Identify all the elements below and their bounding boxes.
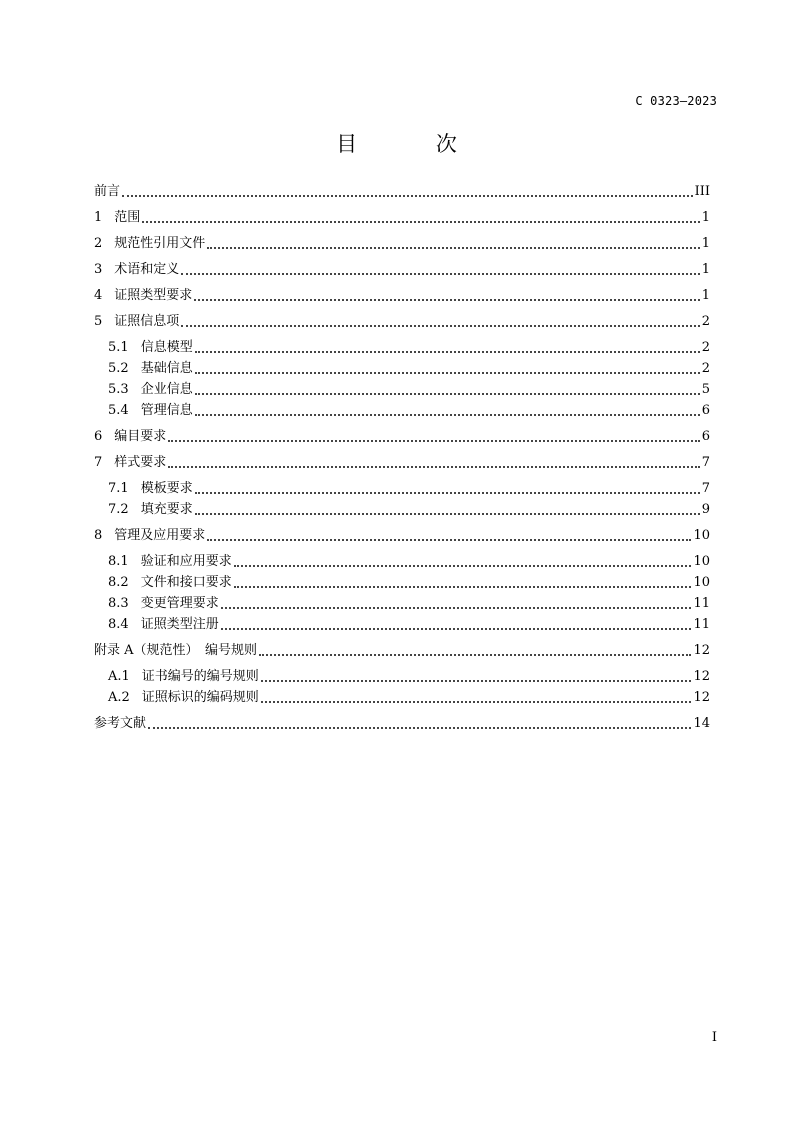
toc-entry-page: 1 xyxy=(701,262,710,277)
toc-entry-page: 12 xyxy=(693,690,710,705)
toc-dot-leader xyxy=(195,371,700,374)
toc-entry[interactable] xyxy=(108,550,710,570)
toc-dot-leader xyxy=(195,413,700,416)
toc-entry[interactable] xyxy=(108,336,710,356)
toc-entry-page: 14 xyxy=(693,716,710,731)
toc-entry-page: 12 xyxy=(693,669,710,684)
toc-entry-number: A.1 xyxy=(108,669,130,684)
toc-entry-label: 模板要求 xyxy=(140,481,193,496)
toc-entry-number: 5.4 xyxy=(108,403,129,418)
toc-entry-number: 8.4 xyxy=(108,617,129,632)
toc-dot-leader xyxy=(221,606,692,609)
toc-entry-number: 7.1 xyxy=(108,481,129,496)
toc-entry-page: 10 xyxy=(693,528,710,543)
toc-dot-leader xyxy=(207,538,691,541)
toc-entry-label: 变更管理要求 xyxy=(140,596,219,611)
toc-entry-number: 5.1 xyxy=(108,340,129,355)
toc-dot-leader xyxy=(195,491,700,494)
toc-dot-leader xyxy=(181,324,699,327)
toc-title: 目 次 xyxy=(336,132,493,156)
toc-entry[interactable] xyxy=(108,399,710,419)
toc-entry-label: 企业信息 xyxy=(140,382,193,397)
toc-dot-leader xyxy=(142,220,699,223)
toc-entry-number: 8.2 xyxy=(108,575,129,590)
toc-dot-leader xyxy=(234,564,692,567)
page-number: I xyxy=(711,1030,717,1045)
toc-entry-page: 7 xyxy=(701,481,710,496)
toc-entry-number: 7.2 xyxy=(108,502,129,517)
toc-entry-label: 编目要求 xyxy=(114,429,167,444)
toc-entry-label: 证书编号的编号规则 xyxy=(141,669,259,684)
toc-entry-label: 参考文献 xyxy=(94,716,147,731)
toc-entry-label: 基础信息 xyxy=(140,361,193,376)
toc-entry-label: 验证和应用要求 xyxy=(140,554,232,569)
toc-entry-number: A.2 xyxy=(108,690,130,705)
toc-entry[interactable] xyxy=(94,451,710,471)
toc-entry[interactable] xyxy=(108,378,710,398)
toc-entry-label: 前言 xyxy=(94,184,121,199)
toc-entry[interactable] xyxy=(94,232,710,252)
toc-entry-number: 5.2 xyxy=(108,361,129,376)
toc-entry[interactable] xyxy=(94,180,710,200)
toc-entry[interactable] xyxy=(108,498,710,518)
toc-entry[interactable] xyxy=(94,284,710,304)
toc-entry-number: 1 xyxy=(94,210,103,225)
toc-dot-leader xyxy=(148,726,691,729)
toc-entry-page: 1 xyxy=(701,288,710,303)
toc-dot-leader xyxy=(195,392,700,395)
toc-entry-label: 样式要求 xyxy=(114,455,167,470)
toc-entry-label: 文件和接口要求 xyxy=(140,575,232,590)
document-code: C 0323—2023 xyxy=(635,94,717,108)
toc-entry[interactable] xyxy=(94,258,710,278)
toc-dot-leader xyxy=(259,653,691,656)
toc-entry-label: 填充要求 xyxy=(140,502,193,517)
toc-entry[interactable] xyxy=(108,477,710,497)
toc-entry[interactable] xyxy=(108,686,710,706)
toc-dot-leader xyxy=(195,512,700,515)
toc-dot-leader xyxy=(261,700,692,703)
toc-entry-label: 范围 xyxy=(114,210,141,225)
toc-dot-leader xyxy=(181,272,699,275)
toc-entry[interactable] xyxy=(94,310,710,330)
toc-dot-leader xyxy=(168,465,699,468)
toc-entry-page: 10 xyxy=(693,575,710,590)
toc-entry-page: 2 xyxy=(701,314,710,329)
toc-entry[interactable] xyxy=(94,524,710,544)
toc-entry-label: 附录 A（规范性） 编号规则 xyxy=(94,643,258,658)
toc-entry-page: 5 xyxy=(701,382,710,397)
toc-entry-number: 8.1 xyxy=(108,554,129,569)
toc-dot-leader xyxy=(168,439,699,442)
toc-entry-label: 证照类型要求 xyxy=(114,288,193,303)
toc-entry[interactable] xyxy=(94,425,710,445)
toc-dot-leader xyxy=(221,627,692,630)
toc-entry[interactable] xyxy=(108,665,710,685)
toc-entry[interactable] xyxy=(94,712,710,732)
toc-dot-leader xyxy=(207,246,699,249)
toc-entry-page: 11 xyxy=(693,617,710,632)
toc-entry-page: 10 xyxy=(693,554,710,569)
toc-entry-page: 7 xyxy=(701,455,710,470)
toc-entry-label: 证照标识的编码规则 xyxy=(141,690,259,705)
toc-entry-number: 2 xyxy=(94,236,103,251)
toc-entry[interactable] xyxy=(108,592,710,612)
toc-entry[interactable] xyxy=(94,206,710,226)
toc-entry-page: 2 xyxy=(701,361,710,376)
toc-entry-label: 管理信息 xyxy=(140,403,193,418)
toc-dot-leader xyxy=(261,679,692,682)
toc-entry-page: 12 xyxy=(693,643,710,658)
toc-entry-number: 6 xyxy=(94,429,103,444)
toc-entry-label: 信息模型 xyxy=(140,340,193,355)
toc-entry[interactable] xyxy=(108,571,710,591)
toc-entry-label: 证照信息项 xyxy=(114,314,180,329)
toc-entry-page: 11 xyxy=(693,596,710,611)
toc-entry-label: 术语和定义 xyxy=(114,262,180,277)
toc-entry-label: 管理及应用要求 xyxy=(114,528,206,543)
toc-entry-number: 3 xyxy=(94,262,103,277)
toc-entry[interactable] xyxy=(108,357,710,377)
toc-dot-leader xyxy=(122,194,693,197)
toc-entry[interactable] xyxy=(94,639,710,659)
toc-entry-number: 4 xyxy=(94,288,103,303)
toc-entry-page: 2 xyxy=(701,340,710,355)
toc-entry-number: 7 xyxy=(94,455,103,470)
toc-entry-number: 5.3 xyxy=(108,382,129,397)
toc-entry-label: 证照类型注册 xyxy=(140,617,219,632)
toc-entry-page: 6 xyxy=(701,403,710,418)
toc-entry[interactable] xyxy=(108,613,710,633)
toc-entry-page: 9 xyxy=(701,502,710,517)
toc-dot-leader xyxy=(194,298,699,301)
toc-entry-number: 5 xyxy=(94,314,103,329)
toc-dot-leader xyxy=(234,585,692,588)
toc-dot-leader xyxy=(195,350,700,353)
toc-entry-page: 1 xyxy=(701,236,710,251)
toc-entry-label: 规范性引用文件 xyxy=(114,236,206,251)
toc-entry-page: III xyxy=(694,184,710,199)
toc-entry-page: 6 xyxy=(701,429,710,444)
toc-entry-number: 8 xyxy=(94,528,103,543)
toc-entry-page: 1 xyxy=(701,210,710,225)
toc-entry-number: 8.3 xyxy=(108,596,129,611)
